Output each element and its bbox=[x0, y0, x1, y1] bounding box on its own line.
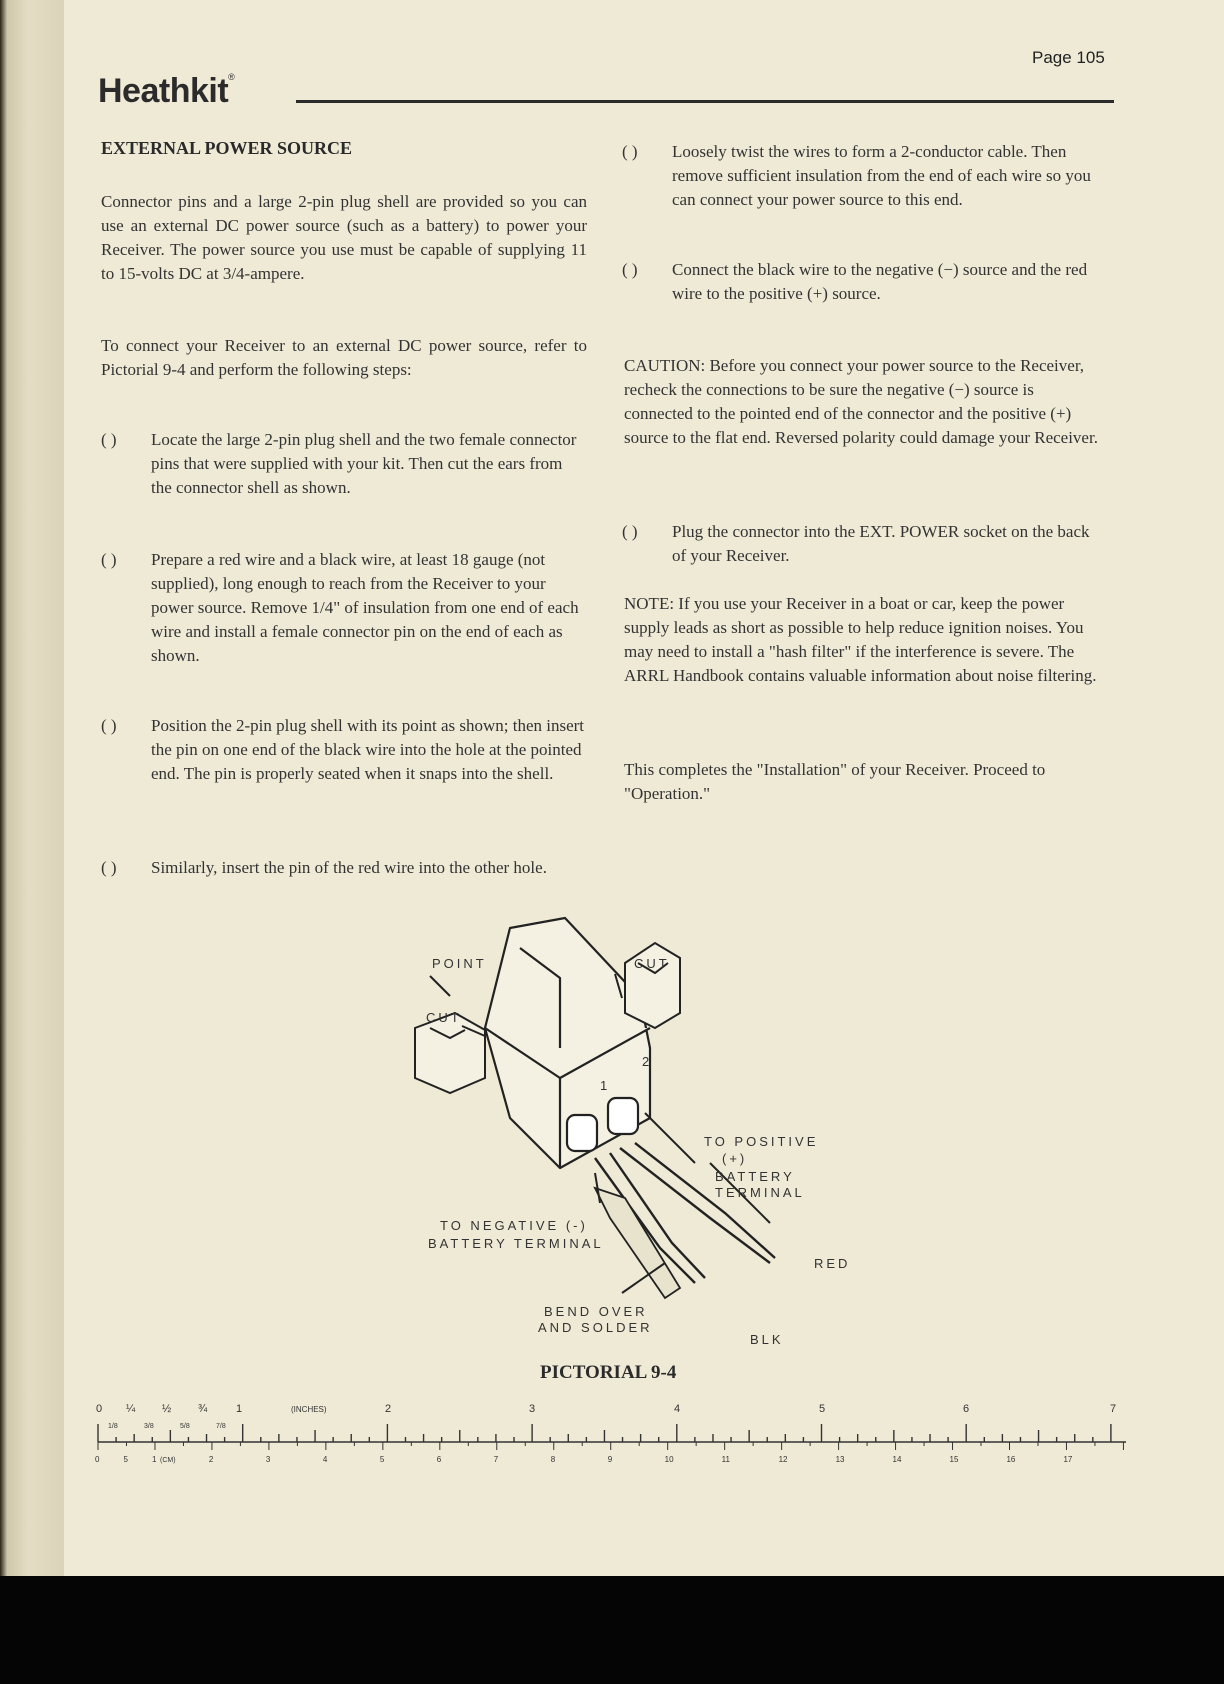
scan-shadow bbox=[0, 1576, 1224, 1684]
note-paragraph: NOTE: If you use your Receiver in a boat or car, keep the power supply leads as short as possible to help reduce ignition noises. You may need to install a "hash filter" if the interference is severe. The ARRL Handbook contains valuable information about noise filtering. bbox=[624, 594, 1097, 685]
label-cut-right: CUT bbox=[634, 956, 670, 971]
intro-paragraph-2: To connect your Receiver to an external DC power source, refer to Pictorial 9-4 and perform the following steps: bbox=[101, 336, 587, 379]
label-blk: BLK bbox=[750, 1332, 784, 1347]
ruler-frac-7-8: 7/8 bbox=[216, 1423, 226, 1430]
ruler-frac-3-8: 3/8 bbox=[144, 1423, 154, 1430]
label-cut-left: CUT bbox=[426, 1010, 462, 1025]
ruler-label-2: 2 bbox=[385, 1403, 392, 1415]
label-point: POINT bbox=[432, 956, 487, 971]
ruler-label-6: 6 bbox=[963, 1403, 970, 1415]
checkbox[interactable]: ( ) bbox=[101, 430, 117, 449]
checkbox[interactable]: ( ) bbox=[101, 550, 117, 569]
ruler-cm-label: 11 bbox=[721, 1455, 730, 1464]
label-terminal: TERMINAL bbox=[715, 1185, 805, 1200]
ruler bbox=[96, 1398, 1130, 1478]
ruler-cm-label: 0 bbox=[95, 1455, 100, 1464]
ruler-cm-label: 10 bbox=[664, 1455, 674, 1464]
label-to-negative: TO NEGATIVE (-) bbox=[440, 1218, 588, 1233]
checkbox[interactable]: ( ) bbox=[101, 858, 117, 877]
step-text: Prepare a red wire and a black wire, at least 18 gauge (not supplied), long enough to reach from the Receiver to your power source. Remove 1/4" of insulation from one end of each wire and install a female connector pin on the end of each as shown. bbox=[151, 550, 579, 665]
step-text: Locate the large 2-pin plug shell and the two female connector pins that were supplied with your kit. Then cut the ears from the connector shell as shown. bbox=[151, 430, 577, 497]
caution-paragraph: CAUTION: Before you connect your power source to the Receiver, recheck the connections to be sure the negative (−) source is connected to the pointed end of the connector and the positive (+) source to the flat end. Reversed polarity could damage your Receiver. bbox=[624, 356, 1098, 447]
book-binding bbox=[0, 0, 72, 1580]
ruler-cm-label: 5 bbox=[379, 1455, 385, 1464]
ruler-frac-1-8: 1/8 bbox=[108, 1423, 118, 1430]
ruler-cm-unit: (CM) bbox=[160, 1457, 176, 1464]
ruler-label-0: 0 bbox=[96, 1403, 103, 1415]
label-pin-1: 1 bbox=[600, 1078, 611, 1093]
closing-paragraph: This completes the "Installation" of your Receiver. Proceed to "Operation." bbox=[624, 760, 1046, 803]
ruler-cm-label: 13 bbox=[835, 1455, 845, 1464]
checkbox[interactable]: ( ) bbox=[622, 260, 638, 279]
cut-ear-left bbox=[415, 1013, 485, 1093]
step-item bbox=[101, 856, 587, 880]
ruler-cm-label: 3 bbox=[265, 1455, 271, 1464]
label-battery: BATTERY bbox=[715, 1169, 795, 1184]
ruler-cm-label: 16 bbox=[1006, 1455, 1016, 1464]
ruler-cm-label: 6 bbox=[436, 1455, 442, 1464]
ruler-cm-label: 12 bbox=[778, 1455, 788, 1464]
ruler-cm-label: 5 bbox=[123, 1455, 128, 1464]
pictorial-caption: PICTORIAL 9-4 bbox=[540, 1362, 677, 1383]
ruler-cm-label: 15 bbox=[949, 1455, 959, 1464]
step-item bbox=[622, 258, 1106, 306]
ruler-label-quarter: ¼ bbox=[126, 1403, 136, 1415]
ruler-cm-label: 7 bbox=[493, 1455, 499, 1464]
ruler-inches-unit: (INCHES) bbox=[291, 1405, 327, 1414]
ruler-label-3: 3 bbox=[529, 1403, 536, 1415]
step-item bbox=[101, 714, 587, 786]
page-number: Page 105 bbox=[1032, 48, 1105, 67]
intro-paragraph: Connector pins and a large 2-pin plug shell are provided so you can use an external DC power source (such as a battery) to power your Receiver. The power source you use must be capable of supplying 11 to 15-volts DC at 3/4-ampere. bbox=[101, 192, 587, 283]
ruler-cm-label: 4 bbox=[322, 1455, 328, 1464]
connector-diagram bbox=[410, 918, 870, 1348]
step-item bbox=[101, 428, 587, 500]
ruler-label-4: 4 bbox=[674, 1403, 681, 1415]
ruler-label-1: 1 bbox=[236, 1403, 243, 1415]
step-text: Plug the connector into the EXT. POWER socket on the back of your Receiver. bbox=[672, 522, 1090, 565]
label-red: RED bbox=[814, 1256, 851, 1271]
label-bend-over: BEND OVER bbox=[544, 1304, 648, 1319]
label-battery-terminal: BATTERY TERMINAL bbox=[428, 1236, 604, 1251]
step-item bbox=[622, 520, 1106, 568]
ruler-label-three-quarter: ¾ bbox=[198, 1403, 208, 1415]
label-to-positive: TO POSITIVE bbox=[704, 1134, 819, 1149]
ruler-label-5: 5 bbox=[819, 1403, 826, 1415]
ruler-label-half: ½ bbox=[162, 1403, 172, 1415]
ruler-cm-label: 2 bbox=[208, 1455, 214, 1464]
ruler-cm-label: 17 bbox=[1063, 1455, 1073, 1464]
step-item bbox=[101, 548, 587, 668]
ruler-cm-label: 9 bbox=[607, 1455, 613, 1464]
section-heading: EXTERNAL POWER SOURCE bbox=[101, 138, 353, 158]
checkbox[interactable]: ( ) bbox=[622, 142, 638, 161]
brand-logo: Heathkit® bbox=[98, 72, 235, 110]
label-and-solder: AND SOLDER bbox=[538, 1320, 653, 1335]
checkbox[interactable]: ( ) bbox=[622, 522, 638, 541]
ruler-cm-label: 1 bbox=[151, 1455, 157, 1464]
step-text: Similarly, insert the pin of the red wire into the other hole. bbox=[151, 858, 547, 877]
ruler-cm-label: 14 bbox=[892, 1455, 902, 1464]
label-pin-2: 2 bbox=[642, 1054, 653, 1069]
ruler-cm-label: 8 bbox=[550, 1455, 556, 1464]
step-text: Connect the black wire to the negative (−) source and the red wire to the positive (+) source. bbox=[672, 260, 1088, 303]
ruler-label-7: 7 bbox=[1110, 1403, 1117, 1415]
label-positive-sign: (+) bbox=[722, 1151, 748, 1166]
header-rule bbox=[296, 100, 1114, 103]
step-text: Loosely twist the wires to form a 2-conductor cable. Then remove sufficient insulation from the end of each wire so you can connect your power source to this end. bbox=[672, 142, 1091, 209]
step-text: Position the 2-pin plug shell with its point as shown; then insert the pin on one end of the black wire into the hole at the pointed end. The pin is properly seated when it snaps into the shell. bbox=[151, 716, 585, 783]
checkbox[interactable]: ( ) bbox=[101, 716, 117, 735]
ruler-frac-5-8: 5/8 bbox=[180, 1423, 190, 1430]
step-item bbox=[622, 140, 1106, 212]
registered-mark: ® bbox=[228, 72, 235, 82]
